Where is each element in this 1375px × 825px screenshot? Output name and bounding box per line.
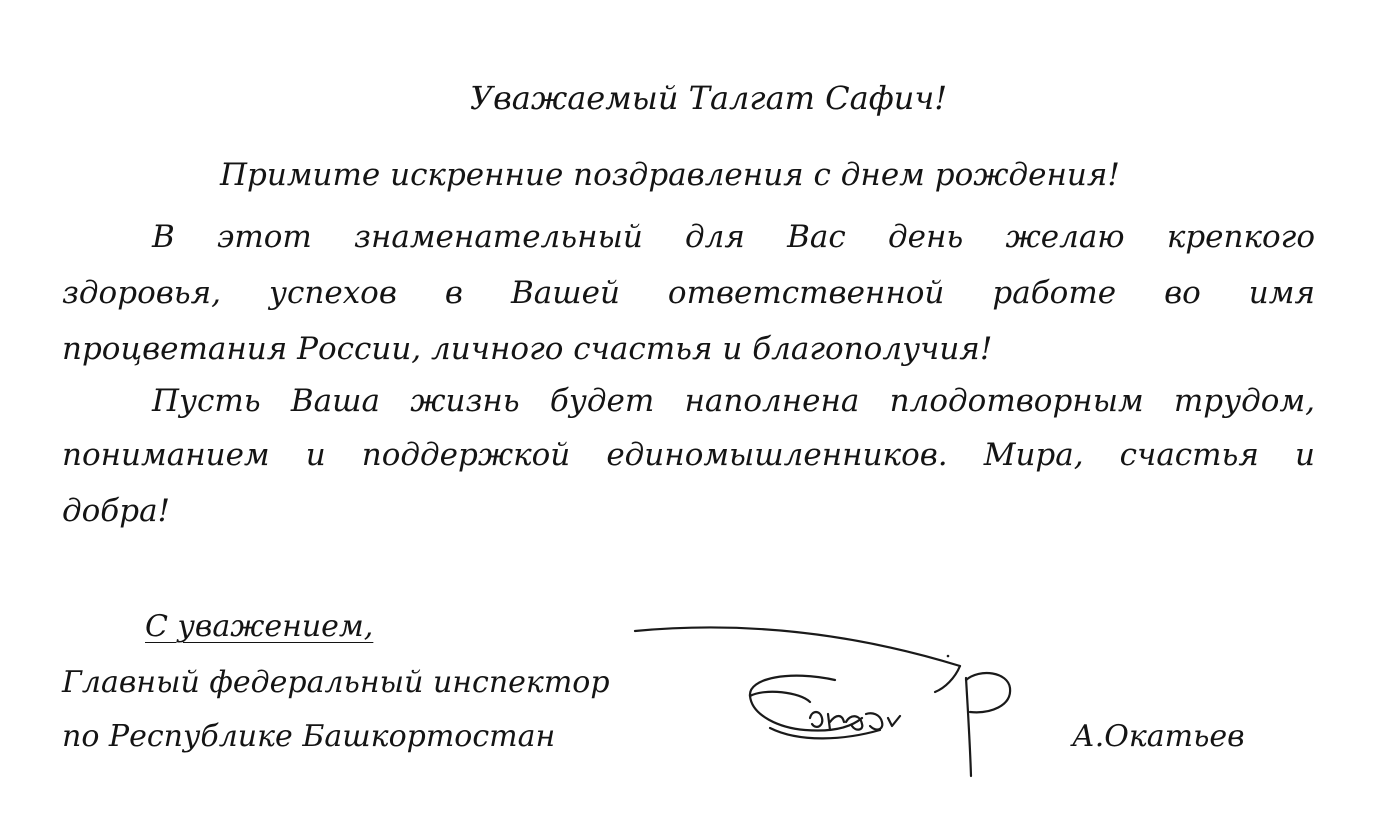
paragraph-2-line-1: Пусть Ваша жизнь будет наполнена плодотворным трудом, (152, 383, 1315, 419)
greeting: Уважаемый Талгат Сафич! (470, 79, 948, 117)
signer-position-line-1: Главный федеральный инспектор (62, 665, 610, 700)
signer-name: А.Окатьев (1072, 719, 1245, 754)
paragraph-1-line-1: В этот знаменательный для Вас день желаю крепкого (152, 219, 1315, 255)
handwritten-signature (630, 618, 1030, 788)
closing-phrase: С уважением, (145, 609, 374, 644)
paragraph-1-line-2: здоровья, успехов в Вашей ответственной работе во имя (62, 275, 1315, 311)
congratulations-line: Примите искренние поздравления с днем рождения! (220, 157, 1120, 193)
paragraph-1-line-3: процветания России, личного счастья и благополучия! (62, 331, 993, 367)
paragraph-2-line-2: пониманием и поддержкой единомышленников. Мира, счастья и (62, 437, 1315, 473)
signer-position-line-2: по Республике Башкортостан (62, 719, 556, 754)
paragraph-2-line-3: добра! (62, 493, 171, 529)
